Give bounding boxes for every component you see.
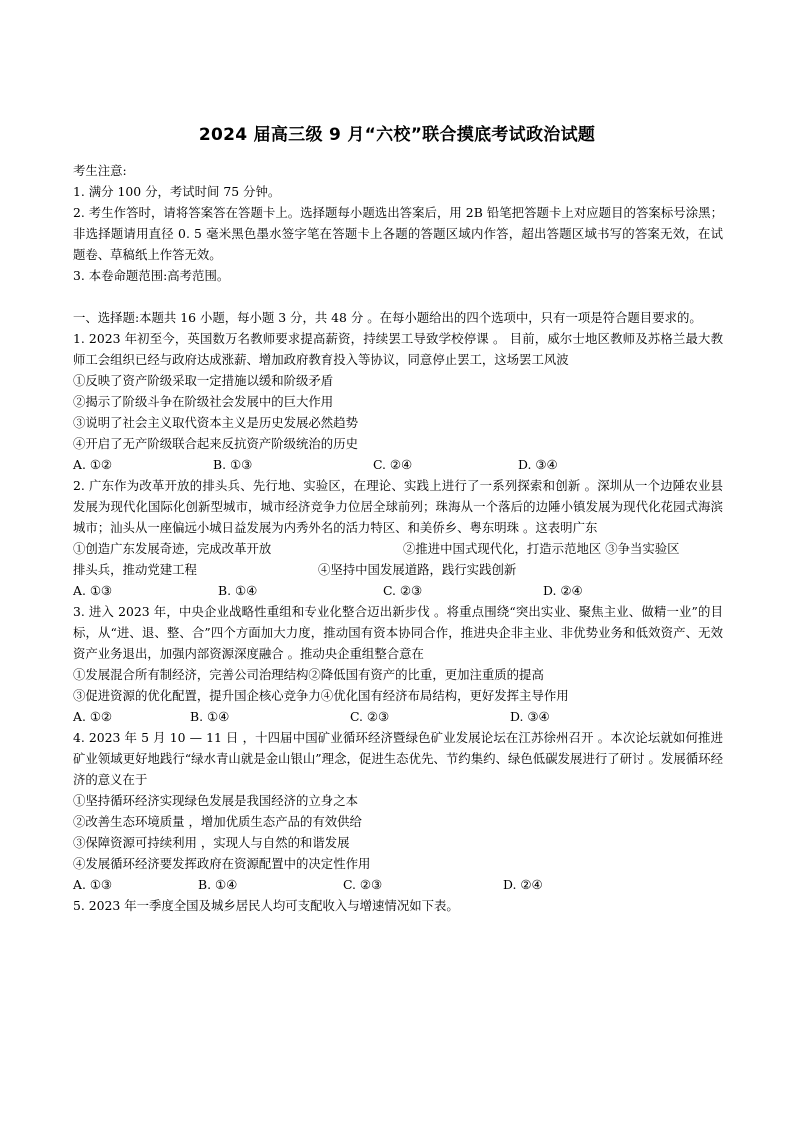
question-1-statement: ③说明了社会主义取代资本主义是历史发展必然趋势: [73, 415, 358, 430]
option-a[interactable]: A. ①②: [73, 709, 113, 724]
question-1-stem: 1. 2023 年初至今，英国数万名教师要求提高薪资，持续罢工导致学校停课 。 目前，威尔士地区教师及苏格兰最大教师工会组织已经与政府达成涨薪、增加政府教育投入等协议，同意停止罢工，这场罢工风波: [73, 331, 723, 367]
option-c[interactable]: C. ②③: [343, 877, 383, 892]
question-4-stem: 4. 2023 年 5 月 10 — 11 日 ，十四届中国矿业循环经济暨绿色矿业发展论坛在江苏徐州召开 。本次论坛就如何推进矿业领域更好地践行“绿水青山就是金山银山”理念，促进生态优先、节约集约、绿色低碳发展进行了研讨 。发展循环经济的意义在于: [73, 730, 723, 787]
option-d[interactable]: D. ③④: [518, 457, 558, 472]
question-2-statement: ②推进中国式现代化，打造示范地区 ③争当实验区: [403, 541, 680, 556]
question-4-statement: ②改善生态环境质量 ，增加优质生态产品的有效供给: [73, 814, 362, 829]
spacer: [73, 286, 723, 307]
question-2-stem: 2. 广东作为改革开放的排头兵、先行地、实验区，在理论、实践上进行了一系列探索和创新 。深圳从一个边陲农业县发展为现代化国际化创新型城市，城市经济竞争力位居全球前列；珠海从一个落后的边陲小镇发展为现代化花园式海滨城市；汕头从一座偏远小城日益发展为内秀外名的活力特区、和美侨乡、粤东明珠 。这表明广东: [73, 478, 723, 535]
option-d[interactable]: D. ②④: [543, 583, 583, 598]
question-2-options: [73, 580, 723, 601]
option-b[interactable]: B. ①④: [190, 709, 230, 724]
question-1-statement: ④开启了无产阶级联合起来反抗资产阶级统治的历史: [73, 436, 358, 451]
question-5-stem: 5. 2023 年一季度全国及城乡居民人均可支配收入与增速情况如下表。: [73, 898, 459, 913]
option-d[interactable]: D. ②④: [503, 877, 543, 892]
question-4-options: [73, 874, 723, 895]
question-1-statement: ②揭示了阶级斗争在阶级社会发展中的巨大作用: [73, 394, 334, 409]
option-c[interactable]: C. ②③: [350, 709, 390, 724]
question-2-statement: ④坚持中国发展道路，践行实践创新: [318, 562, 517, 577]
question-3-stem: 3. 进入 2023 年，中央企业战略性重组和专业化整合迈出新步伐 。将重点围绕“突出实业、聚焦主业、做精一业”的目标，从“进、退、整、合”四个方面加大力度，推动国有资本协同合作，推进央企非主业、非优势业务和低效资产、无效资产业务退出，加强内部资源深度融合 。推动央企重组整合意在: [73, 604, 723, 661]
notice-heading: 考生注意:: [73, 163, 127, 178]
question-3-options: [73, 706, 723, 727]
option-d[interactable]: D. ③④: [510, 709, 550, 724]
notice-item-2: 2. 考生作答时，请将答案答在答题卡上。选择题每小题选出答案后，用 2B 铅笔把答题卡上对应题目的答案标号涂黑；非选择题请用直径 0. 5 毫米黑色墨水签字笔在答题卡上各题的答题区域内作答，超出答题区域书写的答案无效，在试题卷、草稿纸上作答无效。: [73, 205, 723, 262]
question-3-statement: ③促进资源的优化配置，提升国企核心竞争力④优化国有经济布局结构，更好发挥主导作用: [73, 688, 569, 703]
notice-item-1: 1. 满分 100 分，考试时间 75 分钟。: [73, 184, 281, 199]
question-2-statements-row: [73, 538, 723, 559]
option-b[interactable]: B. ①④: [218, 583, 258, 598]
option-a[interactable]: A. ①③: [73, 877, 113, 892]
option-b[interactable]: B. ①③: [213, 457, 253, 472]
question-2-statement: 排头兵，推动党建工程: [73, 562, 197, 577]
question-2-statement: ①创造广东发展奇迹，完成改革开放: [73, 541, 272, 556]
option-a[interactable]: A. ①②: [73, 457, 113, 472]
question-4-statement: ③保障资源可持续利用 ，实现人与自然的和谐发展: [73, 835, 350, 850]
option-c[interactable]: C. ②④: [373, 457, 413, 472]
question-1-options: [73, 454, 723, 475]
option-b[interactable]: B. ①④: [198, 877, 238, 892]
option-a[interactable]: A. ①③: [73, 583, 113, 598]
question-4-statement: ①坚持循环经济实现绿色发展是我国经济的立身之本: [73, 793, 358, 808]
exam-body: [73, 160, 723, 916]
question-3-statement: ①发展混合所有制经济，完善公司治理结构②降低国有资产的比重，更加注重质的提高: [73, 667, 544, 682]
notice-item-3: 3. 本卷命题范围:高考范围。: [73, 268, 230, 283]
exam-title: 2024 届高三级 9 月“六校”联合摸底考试政治试题: [198, 125, 596, 145]
section-intro: 一、选择题:本题共 16 小题，每小题 3 分，共 48 分 。在每小题给出的四个选项中，只有一项是符合题目要求的。: [73, 310, 702, 325]
option-c[interactable]: C. ②③: [383, 583, 423, 598]
question-1-statement: ①反映了资产阶级采取一定措施以缓和阶级矛盾: [73, 373, 334, 388]
question-2-statements-row: [73, 559, 723, 580]
question-4-statement: ④发展循环经济要发挥政府在资源配置中的决定性作用: [73, 856, 371, 871]
